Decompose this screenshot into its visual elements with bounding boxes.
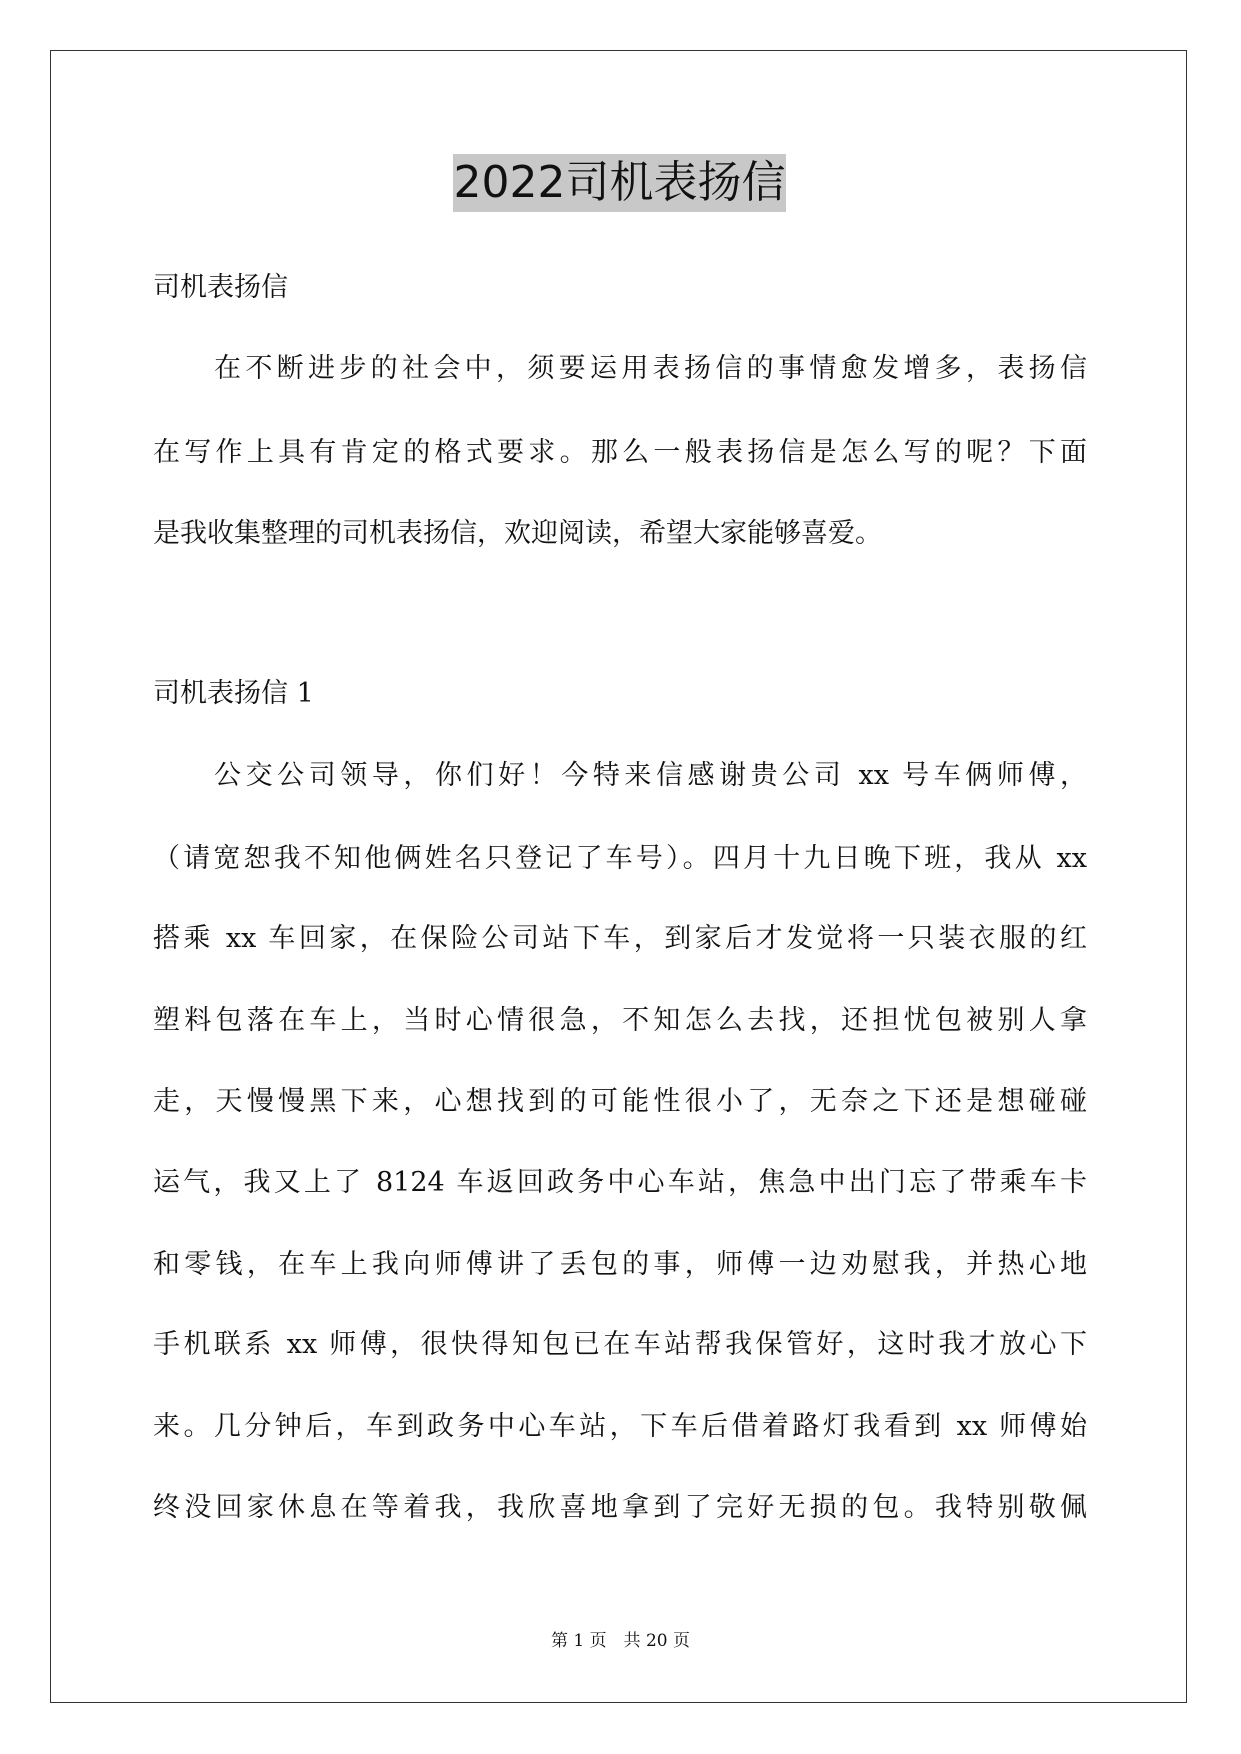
intro-line: 在不断进步的社会中，须要运用表扬信的事情愈发增多，表扬信	[214, 353, 1087, 384]
body-line: 走，天慢慢黑下来，心想找到的可能性很小了，无奈之下还是想碰碰	[153, 1086, 1087, 1117]
body-line: 手机联系 xx 师傅，很快得知包已在车站帮我保管好，这时我才放心下	[153, 1329, 1087, 1360]
subtitle: 司机表扬信	[153, 272, 288, 303]
body-line: 搭乘 xx 车回家，在保险公司站下车，到家后才发觉将一只装衣服的红	[153, 923, 1087, 954]
body-line: 和零钱，在车上我向师傅讲了丢包的事，师傅一边劝慰我，并热心地	[153, 1249, 1087, 1280]
section-heading: 司机表扬信 1	[153, 678, 314, 709]
body-line: 塑料包落在车上，当时心情很急，不知怎么去找，还担忧包被别人拿	[153, 1005, 1087, 1036]
page-footer: 第 1 页 共 20 页	[550, 1631, 691, 1651]
body-line: 来。几分钟后，车到政务中心车站，下车后借着路灯我看到 xx 师傅始	[153, 1411, 1087, 1442]
document-title: 2022司机表扬信	[453, 154, 786, 212]
body-line: 公交公司领导，你们好！今特来信感谢贵公司 xx 号车俩师傅，	[214, 760, 1087, 791]
intro-line: 在写作上具有肯定的格式要求。那么一般表扬信是怎么写的呢？下面	[153, 437, 1087, 468]
body-line: 终没回家休息在等着我，我欣喜地拿到了完好无损的包。我特别敬佩	[153, 1492, 1087, 1523]
body-line: 运气，我又上了 8124 车返回政务中心车站，焦急中出门忘了带乘车卡	[153, 1167, 1087, 1198]
intro-line: 是我收集整理的司机表扬信，欢迎阅读，希望大家能够喜爱。	[153, 518, 882, 549]
body-line: （请宽恕我不知他俩姓名只登记了车号）。四月十九日晚下班，我从 xx	[153, 843, 1087, 874]
